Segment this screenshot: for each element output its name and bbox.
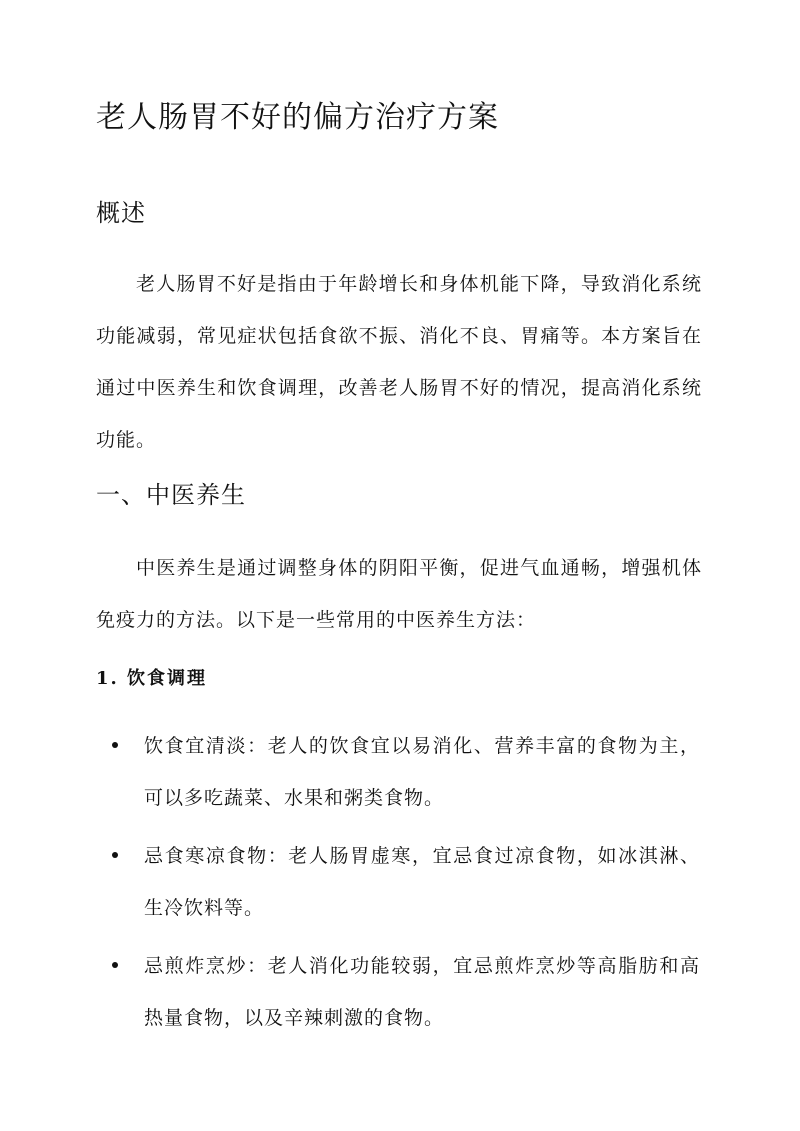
overview-heading: 概述 (96, 199, 146, 227)
section-1-paragraph: 中医养生是通过调整身体的阴阳平衡，促进气血通畅，增强机体免疫力的方法。以下是一些常用的中医养生方法： (96, 557, 702, 631)
bullet-icon (112, 742, 118, 748)
list-item (112, 830, 702, 934)
document-title: 老人肠胃不好的偏方治疗方案 (96, 100, 499, 135)
list-item-text: 忌食寒凉食物：老人肠胃虚寒，宜忌食过凉食物，如冰淇淋、生冷饮料等。 (144, 845, 700, 919)
overview-paragraph: 老人肠胃不好是指由于年龄增长和身体机能下降，导致消化系统功能减弱，常见症状包括食欲不振、消化不良、胃痛等。本方案旨在通过中医养生和饮食调理，改善老人肠胃不好的情况，提高消化系统功能。 (96, 273, 702, 451)
subsection-heading: 1. 饮食调理 (96, 668, 208, 689)
list-item (112, 940, 702, 1044)
list-item-text: 忌煎炸烹炒：老人消化功能较弱，宜忌煎炸烹炒等高脂肪和高热量食物，以及辛辣刺激的食物。 (144, 955, 700, 1029)
bullet-icon (112, 852, 118, 858)
bullet-icon (112, 962, 118, 968)
list-item (112, 720, 702, 824)
list-item-text: 饮食宜清淡：老人的饮食宜以易消化、营养丰富的食物为主，可以多吃蔬菜、水果和粥类食物。 (144, 735, 700, 809)
section-1-heading: 一、中医养生 (96, 481, 246, 509)
